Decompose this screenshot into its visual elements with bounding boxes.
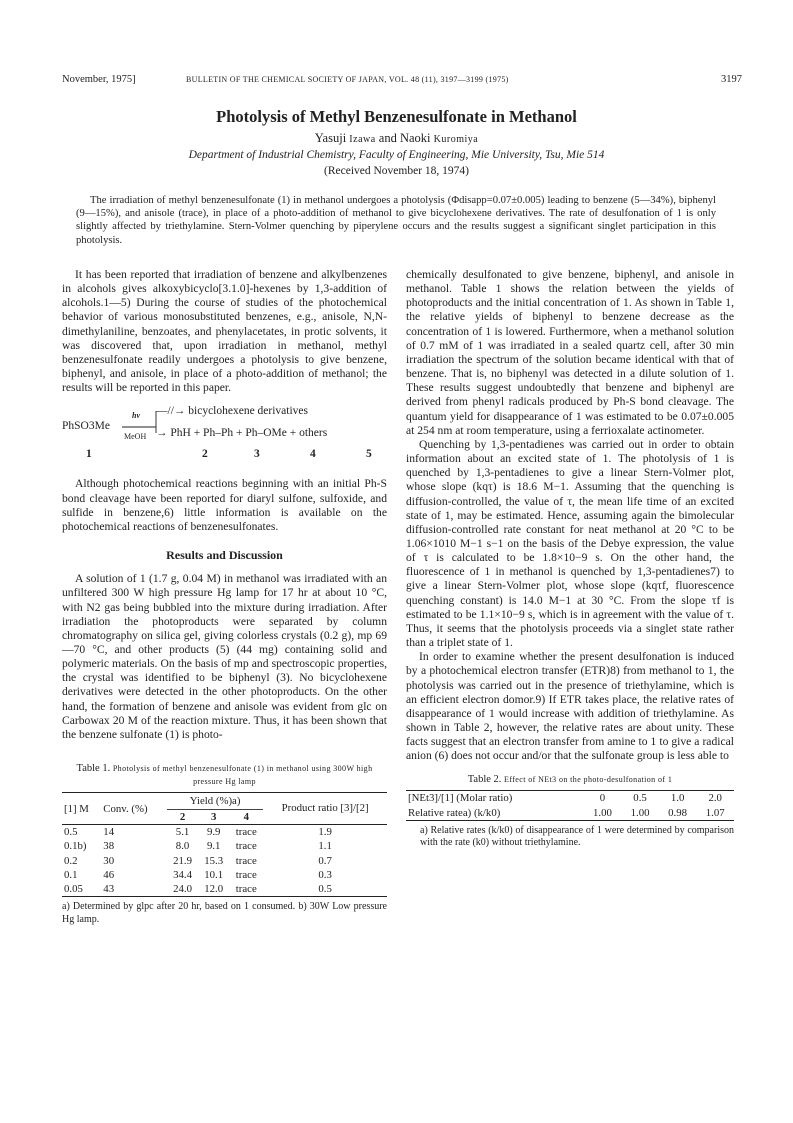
scheme-meoh-label: MeOH (124, 432, 147, 442)
table-2-label: Table 2. (467, 774, 502, 786)
table-cell: 10.1 (204, 868, 224, 881)
table-cell: trace (235, 868, 257, 881)
table-cell: 30 (103, 854, 115, 867)
intro-paragraph: It has been reported that irradiation of benzene and alkylbenzenes in alcohols gives alkoxybicyclo[3.1.0]-hexenes by 1,3-addition of alcohols.1—5) During the course of studies of the photochemical behavior of various monosubstituted benzenes, e.g., anisole, N,N-dimethylaniline, benzoates, and phenylacetates, in protic solvents, it was discovered that, upon irradiation in methanol, methyl benzenesulfonate readily undergoes a photolysis to give benzene, biphenyl, and anisole, in place of a photo-addition of methanol; the results will be reported in this paper. (62, 268, 387, 395)
table-2-row-label: Relative ratea) (k/k0) (408, 806, 501, 819)
scheme-compound-2: 2 (202, 448, 208, 461)
table-cell: trace (235, 854, 257, 867)
table-cell: 9.1 (206, 840, 221, 853)
scheme-compound-3: 3 (254, 448, 260, 461)
table-cell: trace (235, 882, 257, 895)
scheme-lower-path: → PhH + Ph–Ph + Ph–OMe + others (156, 427, 328, 440)
paper-title: Photolysis of Methyl Benzenesulfonate in Methanol (216, 107, 577, 126)
scheme-compound-4: 4 (310, 448, 316, 461)
table-1-header-conc: [1] M (64, 802, 89, 815)
table-cell: 46 (103, 868, 115, 881)
table-cell: 0.1 (64, 868, 78, 881)
running-head (62, 74, 742, 88)
table-cell: 5.1 (175, 826, 190, 839)
table-1-label: Table 1. (76, 763, 111, 775)
author-2-given: Naoki (399, 131, 434, 145)
table-cell: 1.1 (318, 840, 332, 853)
table-cell: 15.3 (204, 854, 224, 867)
table-cell: 1.00 (630, 806, 650, 819)
table-cell: trace (235, 840, 257, 853)
table-2-title: Effect of NEt3 on the photo-desulfonation of 1 (504, 775, 673, 785)
table-cell: 0.3 (318, 868, 332, 881)
table-cell: 0 (599, 792, 606, 805)
table-row (62, 825, 387, 840)
table-cell: 43 (103, 882, 115, 895)
table-cell: 12.0 (204, 882, 224, 895)
table-cell: 0.5 (318, 882, 332, 895)
table-cell: 21.9 (173, 854, 192, 867)
table-2 (406, 790, 734, 820)
table-row (406, 806, 734, 821)
table-2-footnote: a) Relative rates (k/k0) of disappearance of 1 were determined by comparison with the rate (k0) without triethylamine. (420, 824, 734, 849)
table-cell: 1.0 (670, 792, 685, 805)
discussion-paragraph-1: chemically desulfonated to give benzene, biphenyl, and anisole in methanol. Table 1 shows the relation between the yields of photoproducts and the initial concentration of 1. As shown in Table 1, the relative yields of biphenyl to benzene decrease as the concentration of 1 is lowered. Furthermore, when a methanol solution of 0.7 mM of 1 was irradiated in a sealed quartz cell, after 30 min irradiation the spectrum of the solution became identical with that of benzene. That is, no biphenyl was detected in a dilute solution of 1. These results suggest undoubtedly that benzene and biphenyl are derived from phenyl radicals produced by Ph-S bond cleavage. The quantum yield for disappearance of 1 was estimated to be 0.07±0.005 at 254 nm at room temperature, using a ferrioxalate actinometer. (406, 268, 734, 437)
table-row (62, 868, 387, 882)
table-1-header-yield: Yield (%)a) (167, 793, 263, 810)
table-cell: trace (235, 826, 257, 839)
author-2-family: Kuromiya (433, 134, 479, 145)
table-1-title: Photolysis of methyl benzenesulfonate (1) in methanol using 300W high pressure Hg lamp (112, 764, 373, 787)
table-cell: 34.4 (173, 868, 192, 881)
discussion-paragraph-3: In order to examine whether the present desulfonation is induced by a photochemical electron transfer (ETR)8) from methanol to 1, the photolysis was carried out in the presence of triethylamine, which is an efficient electron domor.9) If ETR takes place, the relative rates of disappearance of 1 would increase with addition of triethylamine. As shown in Table 2, however, the relative rates are about unity. These facts suggest that an electron transfer from amine to 1 to give a radical anion (6) does not occur and/or that the sulfonate group is less able to (406, 650, 734, 763)
table-1-footnote: a) Determined by glpc after 20 hr, based on 1 consumed. b) 30W Low pressure Hg lamp. (62, 901, 387, 925)
background-paragraph: Although photochemical reactions beginning with an initial Ph-S bond cleavage have been reported for diaryl sulfone, sulfoxide, and sulfide in benzene,6) little information is available on the photochemical reactions of benzenesulfonates. (62, 477, 387, 533)
table-cell: 0.05 (64, 882, 83, 895)
author-line (0, 131, 793, 146)
table-2-row-label: [NEt3]/[1] (Molar ratio) (408, 792, 513, 805)
scheme-compound-5: 5 (366, 448, 372, 461)
scheme-hv-label: hν (132, 411, 140, 421)
results-paragraph: A solution of 1 (1.7 g, 0.04 M) in methanol was irradiated with an unfiltered 300 W high pressure Hg lamp for 17 hr at about 10 °C, with N2 gas being bubbled into the mixture during irradiation. After irradiation the photoproducts were separated by column chromatography on silica gel, giving colorless crystals (0.2 g), mp 69—70 °C, and other products (5) (44 mg) containing solid and polymeric materials. On the basis of mp and spectroscopic properties, the crystal was identified to be biphenyl (3). No bicyclohexene derivatives were detected in the other photoproducts. On the other hand, the formation of benzene and anisole was evident from glc on Carbowax 20 M of the reaction mixture. Thus, it has been shown that the benzene sulfonate (1) is photo- (62, 572, 387, 741)
table-cell: 14 (103, 826, 115, 839)
author-and: and (375, 131, 400, 145)
table-cell: 0.5 (64, 826, 78, 839)
section-heading: Results and Discussion (166, 548, 283, 563)
author-1-given: Yasuji (314, 131, 350, 145)
table-cell: 2.0 (708, 792, 722, 805)
table-cell: 1.00 (593, 806, 612, 819)
table-cell: 0.1b) (64, 840, 87, 853)
right-column (406, 268, 734, 850)
table-cell: 0.5 (633, 792, 647, 805)
table-1-header-3: 3 (211, 811, 217, 824)
running-head-journal: BULLETIN OF THE CHEMICAL SOCIETY OF JAPAN, VOL. 48 (11), 3197—3199 (1975) (186, 75, 509, 84)
table-1-header-2: 2 (179, 811, 186, 824)
table-cell: 24.0 (173, 882, 192, 895)
table-cell: 1.9 (318, 826, 332, 839)
reaction-scheme (62, 401, 387, 473)
left-column (62, 268, 387, 926)
table-row (62, 854, 387, 868)
scheme-upper-path: —//→ bicyclohexene derivatives (156, 405, 309, 418)
table-cell: 38 (103, 840, 115, 853)
page-number: 3197 (721, 74, 742, 85)
table-row (62, 839, 387, 853)
table-2-block (406, 773, 734, 850)
scheme-compound-1: 1 (86, 448, 92, 461)
table-cell: 0.2 (64, 854, 78, 867)
table-1-header-4: 4 (243, 811, 249, 824)
table-cell: 1.07 (705, 806, 725, 819)
table-1-caption (62, 762, 387, 788)
discussion-paragraph-2: Quenching by 1,3-pentadienes was carried out in order to obtain information about an excited state of 1. The photolysis of 1 is quenched by 1,3-pentadienes to give a linear Stern-Volmer plot, whose slope (kqτ) is 18.6 M−1. Assuming that the quenching is diffusion-controlled, the value of τ, the mean life time of an excited state of 1, may be estimated. Hence, assuming again the bimolecular diffusion-controlled rate constant for neat methanol at 20 °C to be 1.06×1010 M−1 s−1 on the basis of the Debye expression, the value of τ is calculated to be 1.8×10−9 s. On the other hand, the fluorescence of 1 in methanol is quenched by 1,3-pentadienes7) to give a linear Stern-Volmer plot, whose slope (kqτf, fluorescence quenching constant) is 14.0 M−1 at 30 °C. From the slope τf is estimated to be 1.1×10−9 s, which is in agreement with the value of τ. Thus, it seems that the photolysis proceeds via a singlet state rather than a triplet state of 1. (406, 437, 734, 650)
scheme-reactant: PhSO3Me (62, 420, 110, 433)
table-2-caption (406, 773, 734, 786)
received-date: (Received November 18, 1974) (324, 165, 469, 177)
table-row (62, 882, 387, 897)
table-row (406, 791, 734, 806)
abstract: The irradiation of methyl benzenesulfonate (1) in methanol undergoes a photolysis (Φdisapp=0.07±0.005) leading to benzene (5—34%), biphenyl (9—15%), and anisole (trace), in place of a photo-addition of methanol to give bicyclohexene derivatives. The rate of desulfonation of 1 is only slightly affected by triethylamine. Stern-Volmer quenching by piperylene occurs and the results suggest a significant singlet participation in this photolysis. (76, 195, 716, 246)
running-head-date: November, 1975] (62, 74, 136, 85)
table-1-header-conv: Conv. (%) (103, 802, 148, 815)
table-cell: 0.7 (318, 854, 332, 867)
table-cell: 9.9 (206, 826, 221, 839)
author-1-family: Izawa (349, 134, 376, 145)
table-cell: 0.98 (668, 806, 688, 819)
table-cell: 8.0 (175, 840, 190, 853)
table-1 (62, 792, 387, 897)
table-1-header-ratio: Product ratio [3]/[2] (281, 802, 369, 815)
affiliation: Department of Industrial Chemistry, Faculty of Engineering, Mie University, Tsu, Mie 514 (188, 149, 605, 161)
